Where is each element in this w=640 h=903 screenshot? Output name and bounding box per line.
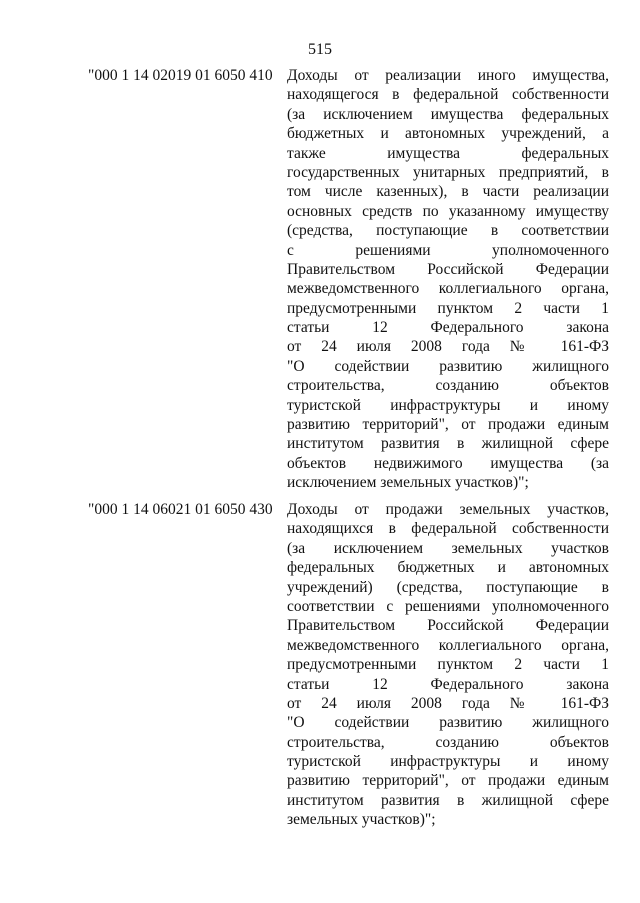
- description-line: статьи 12 Федерального закона: [287, 675, 609, 693]
- description-line: учреждений) (средства, поступающие в: [287, 578, 609, 596]
- entry-description: [287, 66, 609, 493]
- description-line: институтом развития в жилищной сфере: [287, 791, 609, 809]
- description-line: развитию территорий", от продажи единым: [287, 416, 609, 434]
- description-line: исключением земельных участков)";: [287, 474, 529, 492]
- description-line: предусмотренными пунктом 2 части 1: [287, 656, 609, 674]
- budget-classification-code: "000 1 14 06021 01 6050 430: [88, 501, 273, 518]
- description-line: статьи 12 Федерального закона: [287, 319, 609, 337]
- description-line: институтом развития в жилищной сфере: [287, 435, 609, 453]
- description-line: строительства, созданию объектов: [287, 733, 609, 751]
- description-line: соответствии с решениями уполномоченного: [287, 597, 609, 615]
- description-line: "О содействии развитию жилищного: [287, 714, 609, 732]
- description-line: (за исключением земельных участков: [287, 539, 609, 557]
- description-line: предусмотренными пунктом 2 части 1: [287, 299, 609, 317]
- description-line: том числе казенных), в части реализации: [287, 183, 609, 201]
- description-line: от 24 июля 2008 года № 161-ФЗ: [287, 338, 609, 356]
- budget-classification-code: "000 1 14 02019 01 6050 410: [88, 67, 273, 84]
- description-line: федеральных бюджетных и автономных: [287, 559, 609, 577]
- description-line: бюджетных и автономных учреждений, а: [287, 125, 609, 143]
- description-line: развитию территорий", от продажи единым: [287, 772, 609, 790]
- description-line: "О содействии развитию жилищного: [287, 357, 609, 375]
- description-line: от 24 июля 2008 года № 161-ФЗ: [287, 694, 609, 712]
- description-line: (средства, поступающие в соответствии: [287, 222, 609, 240]
- description-line: (за исключением имущества федеральных: [287, 105, 609, 123]
- description-line: Доходы от продажи земельных участков,: [287, 501, 609, 518]
- description-line: межведомственного коллегиального органа,: [287, 636, 609, 654]
- description-line: находящихся в федеральной собственности: [287, 520, 609, 538]
- description-line: туристской инфраструктуры и иному: [287, 396, 609, 414]
- description-line: Правительством Российской Федерации: [287, 260, 609, 278]
- description-line: основных средств по указанному имуществу: [287, 202, 609, 220]
- description-line: объектов недвижимого имущества (за: [287, 454, 609, 472]
- description-line: находящегося в федеральной собственности: [287, 86, 609, 104]
- description-line: строительства, созданию объектов: [287, 377, 609, 395]
- description-line: туристской инфраструктуры и иному: [287, 753, 609, 771]
- page-number: 515: [308, 41, 332, 58]
- description-line: Доходы от реализации иного имущества,: [287, 67, 609, 84]
- entry-description: [287, 500, 609, 830]
- description-line: с решениями уполномоченного: [287, 241, 609, 259]
- description-line: земельных участков)";: [287, 811, 436, 829]
- description-line: Правительством Российской Федерации: [287, 617, 609, 635]
- description-line: государственных унитарных предприятий, в: [287, 163, 609, 181]
- description-line: межведомственного коллегиального органа,: [287, 280, 609, 298]
- description-line: также имущества федеральных: [287, 144, 609, 162]
